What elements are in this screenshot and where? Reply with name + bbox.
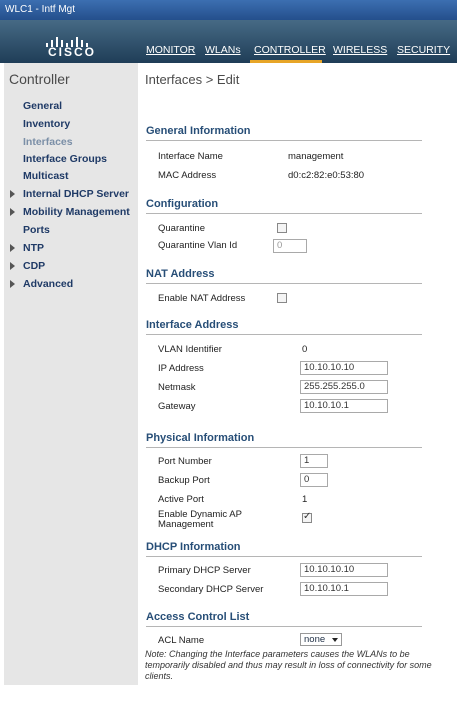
dynamic-ap-checkbox[interactable] <box>302 513 312 523</box>
divider <box>146 626 422 627</box>
dynamic-ap-label-line1: Enable Dynamic AP <box>158 509 242 520</box>
sidebar-item-general[interactable]: General <box>23 100 63 112</box>
nav-monitor[interactable]: MONITOR <box>146 44 196 56</box>
divider <box>146 283 422 284</box>
sidebar-item-interface-groups[interactable]: Interface Groups <box>23 153 108 165</box>
active-port-value: 1 <box>302 494 308 505</box>
sidebar-item-interfaces[interactable]: Interfaces <box>23 136 73 148</box>
sidebar-item-advanced[interactable] <box>23 278 73 290</box>
enable-nat-label: Enable NAT Address <box>158 293 246 304</box>
app-header <box>0 20 457 63</box>
quarantine-vlan-input[interactable]: 0 <box>273 239 307 253</box>
port-number-label: Port Number <box>158 456 212 467</box>
section-title-nat: NAT Address <box>146 268 215 280</box>
nav-security[interactable]: SECURITY <box>397 44 451 56</box>
divider <box>146 447 422 448</box>
section-title-dhcp: DHCP Information <box>146 541 241 553</box>
window-title-bar <box>0 0 457 20</box>
sidebar-item-label: Mobility Management <box>23 206 130 218</box>
section-title-configuration: Configuration <box>146 198 219 210</box>
expand-arrow-icon <box>10 262 15 270</box>
section-title-general: General Information <box>146 125 251 137</box>
quarantine-checkbox[interactable] <box>277 223 287 233</box>
nav-controller[interactable]: CONTROLLER <box>254 44 326 56</box>
gateway-input[interactable]: 10.10.10.1 <box>300 399 388 413</box>
section-title-physical: Physical Information <box>146 432 255 444</box>
vlan-identifier-label: VLAN Identifier <box>158 344 222 355</box>
divider <box>146 213 422 214</box>
divider <box>146 140 422 141</box>
sidebar-item-label: CDP <box>23 260 46 272</box>
expand-arrow-icon <box>10 208 15 216</box>
divider <box>146 334 422 335</box>
divider <box>146 556 422 557</box>
mac-address-label: MAC Address <box>158 170 217 181</box>
dynamic-ap-label-line2: Management <box>158 519 214 530</box>
vlan-identifier-value: 0 <box>302 344 308 355</box>
nav-wlans[interactable]: WLANs <box>205 44 241 56</box>
backup-port-input[interactable]: 0 <box>300 473 328 487</box>
section-title-interface-address: Interface Address <box>146 319 239 331</box>
section-title-acl: Access Control List <box>146 611 250 623</box>
sidebar <box>4 63 138 685</box>
sidebar-item-mobility-management[interactable] <box>23 206 130 218</box>
interface-name-label: Interface Name <box>158 151 223 162</box>
sidebar-item-ports[interactable]: Ports <box>23 224 50 236</box>
enable-nat-checkbox[interactable] <box>277 293 287 303</box>
window-title: WLC1 - Intf Mgt <box>5 4 76 15</box>
top-nav <box>0 20 457 63</box>
warning-note: Note: Changing the Interface parameters causes the WLANs to be temporarily disabled and thus may result in loss of connectivity for some clients. <box>145 649 432 681</box>
page-title: Interfaces > Edit <box>145 72 240 87</box>
sidebar-item-ntp[interactable] <box>23 242 44 254</box>
active-port-label: Active Port <box>158 494 204 505</box>
quarantine-label: Quarantine <box>158 223 206 234</box>
interface-name-value: management <box>288 151 344 162</box>
sidebar-item-label: NTP <box>23 242 44 254</box>
primary-dhcp-input[interactable]: 10.10.10.10 <box>300 563 388 577</box>
port-number-input[interactable]: 1 <box>300 454 328 468</box>
expand-arrow-icon <box>10 190 15 198</box>
netmask-label: Netmask <box>158 382 196 393</box>
expand-arrow-icon <box>10 244 15 252</box>
acl-name-select[interactable] <box>300 633 342 646</box>
primary-dhcp-label: Primary DHCP Server <box>158 565 251 576</box>
chevron-down-icon <box>332 638 338 642</box>
nav-wireless[interactable]: WIRELESS <box>333 44 388 56</box>
sidebar-item-inventory[interactable]: Inventory <box>23 118 71 130</box>
quarantine-vlan-label: Quarantine Vlan Id <box>158 240 238 251</box>
netmask-input[interactable]: 255.255.255.0 <box>300 380 388 394</box>
sidebar-title: Controller <box>9 71 70 87</box>
sidebar-item-internal-dhcp-server[interactable] <box>23 188 129 200</box>
acl-name-label: ACL Name <box>158 635 205 646</box>
expand-arrow-icon <box>10 280 15 288</box>
sidebar-item-cdp[interactable] <box>23 260 45 272</box>
ip-address-input[interactable]: 10.10.10.10 <box>300 361 388 375</box>
secondary-dhcp-label: Secondary DHCP Server <box>158 584 264 595</box>
mac-address-value: d0:c2:82:e0:53:80 <box>288 170 365 181</box>
sidebar-item-multicast[interactable]: Multicast <box>23 170 69 182</box>
sidebar-item-label: Advanced <box>23 278 74 290</box>
secondary-dhcp-input[interactable]: 10.10.10.1 <box>300 582 388 596</box>
sidebar-item-label: Internal DHCP Server <box>23 188 130 200</box>
cisco-wordmark: CISCO <box>48 45 97 59</box>
gateway-label: Gateway <box>158 401 196 412</box>
acl-name-selected: none <box>304 634 326 645</box>
backup-port-label: Backup Port <box>158 475 210 486</box>
main-content <box>140 63 453 685</box>
ip-address-label: IP Address <box>158 363 204 374</box>
